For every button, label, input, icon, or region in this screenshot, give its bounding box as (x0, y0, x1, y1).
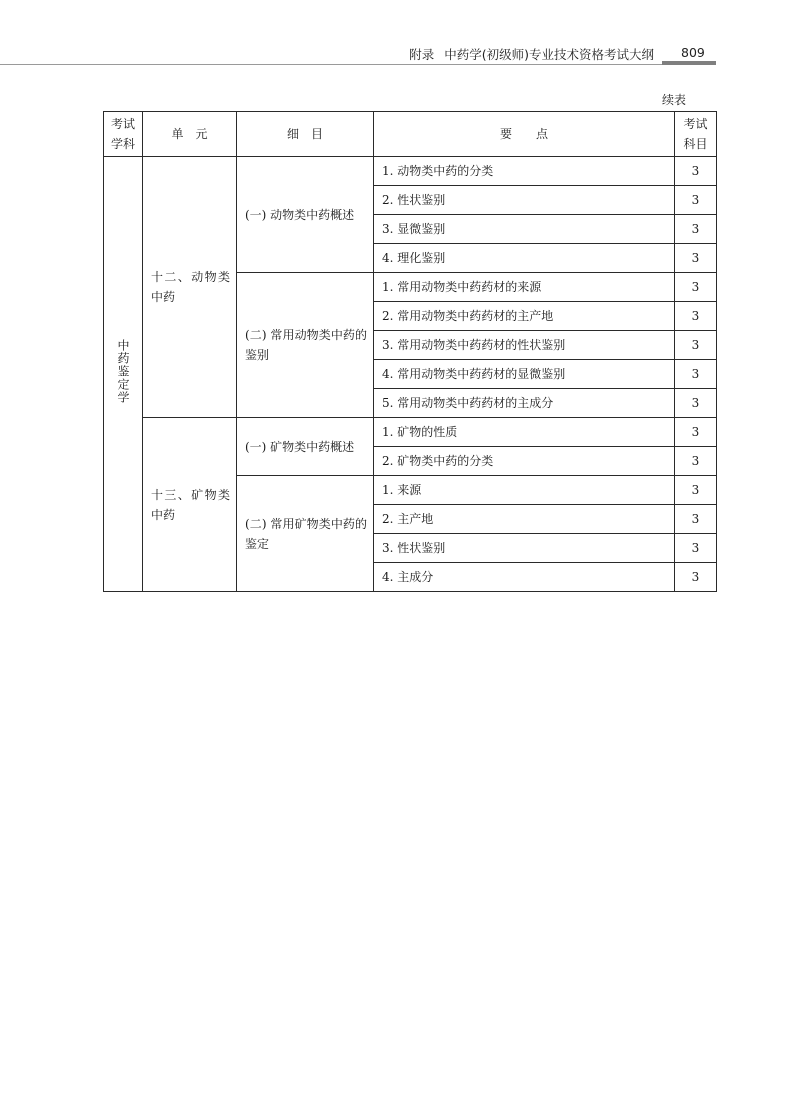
point-cell: 1. 来源 (374, 476, 675, 505)
code-cell: 3 (675, 360, 717, 389)
header-rule (0, 64, 662, 65)
header-book-title: 中药学(初级师)专业技术资格考试大纲 (444, 47, 654, 62)
syllabus-table (103, 111, 717, 592)
code-cell: 3 (675, 157, 717, 186)
table-row (104, 157, 717, 186)
code-cell: 3 (675, 447, 717, 476)
col-header-code: 考试 科目 (675, 112, 717, 157)
code-cell: 3 (675, 534, 717, 563)
point-cell: 2. 性状鉴别 (374, 186, 675, 215)
code-cell: 3 (675, 389, 717, 418)
code-cell: 3 (675, 302, 717, 331)
point-cell: 3. 显微鉴别 (374, 215, 675, 244)
code-cell: 3 (675, 215, 717, 244)
point-cell: 4. 主成分 (374, 563, 675, 592)
subject-cell: 中药鉴定学 (104, 157, 143, 592)
code-cell: 3 (675, 418, 717, 447)
point-cell: 2. 常用动物类中药药材的主产地 (374, 302, 675, 331)
header-section: 附录 (409, 47, 435, 62)
unit-cell: 十二、动物类中药 (143, 157, 237, 418)
point-cell: 5. 常用动物类中药药材的主成分 (374, 389, 675, 418)
continued-label: 续表 (662, 93, 687, 107)
point-cell: 4. 理化鉴别 (374, 244, 675, 273)
table-row (104, 418, 717, 447)
running-header (409, 45, 654, 63)
point-cell: 2. 主产地 (374, 505, 675, 534)
header-rule-accent (662, 61, 716, 65)
col-header-item: 细 目 (237, 112, 374, 157)
item-cell: (二) 常用动物类中药的鉴别 (237, 273, 374, 418)
item-cell: (一) 矿物类中药概述 (237, 418, 374, 476)
code-cell: 3 (675, 186, 717, 215)
point-cell: 1. 常用动物类中药药材的来源 (374, 273, 675, 302)
code-cell: 3 (675, 476, 717, 505)
col-header-point: 要 点 (374, 112, 675, 157)
code-cell: 3 (675, 244, 717, 273)
code-cell: 3 (675, 331, 717, 360)
item-cell: (一) 动物类中药概述 (237, 157, 374, 273)
point-cell: 3. 性状鉴别 (374, 534, 675, 563)
table-header-row (104, 112, 717, 157)
code-cell: 3 (675, 563, 717, 592)
point-cell: 1. 动物类中药的分类 (374, 157, 675, 186)
page-number: 809 (681, 45, 705, 60)
point-cell: 3. 常用动物类中药药材的性状鉴别 (374, 331, 675, 360)
col-header-subject: 考试 学科 (104, 112, 143, 157)
item-cell: (二) 常用矿物类中药的鉴定 (237, 476, 374, 592)
point-cell: 2. 矿物类中药的分类 (374, 447, 675, 476)
code-cell: 3 (675, 273, 717, 302)
unit-cell: 十三、矿物类中药 (143, 418, 237, 592)
point-cell: 1. 矿物的性质 (374, 418, 675, 447)
col-header-unit: 单 元 (143, 112, 237, 157)
code-cell: 3 (675, 505, 717, 534)
point-cell: 4. 常用动物类中药药材的显微鉴别 (374, 360, 675, 389)
